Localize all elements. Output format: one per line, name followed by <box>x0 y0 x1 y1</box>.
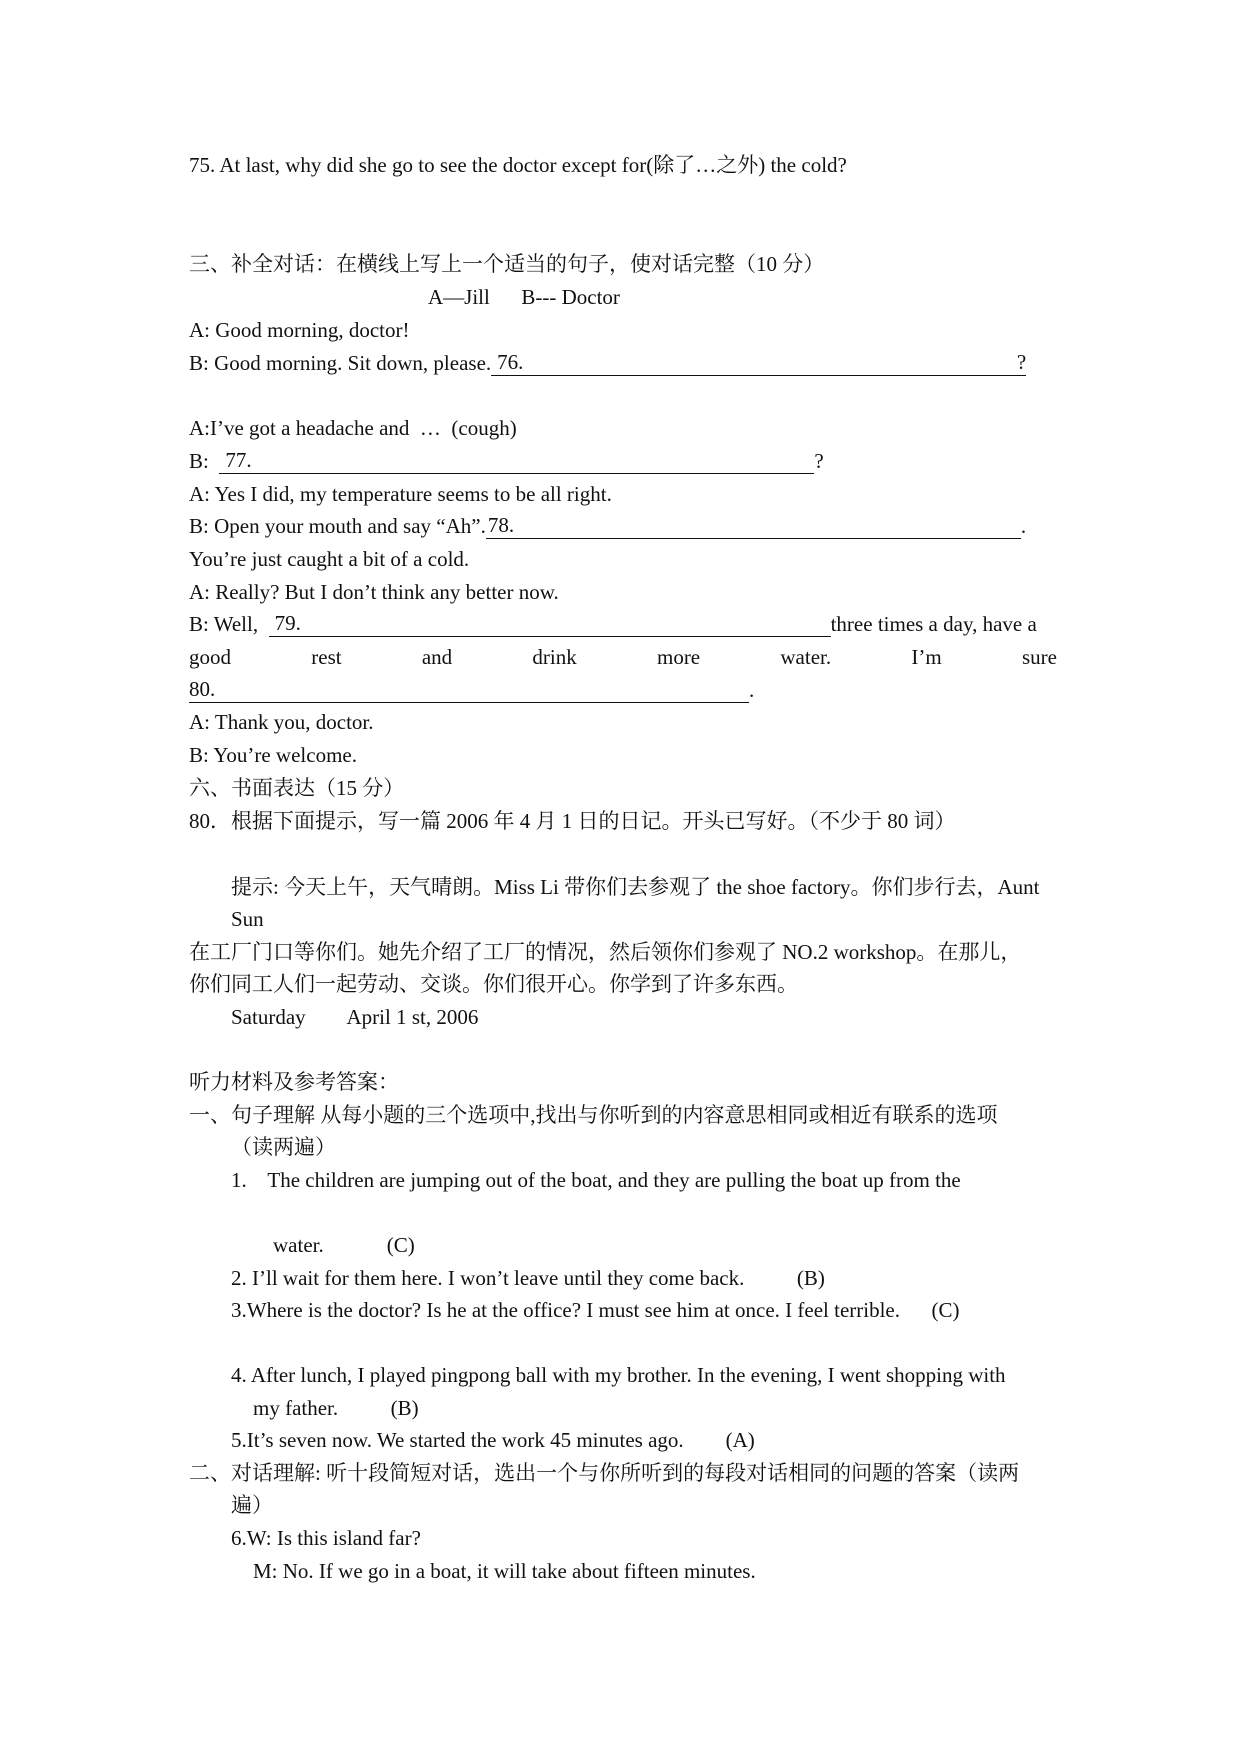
answer-2: 2. I’ll wait for them here. I won’t leave until they come back. (B) <box>231 1266 825 1290</box>
dialogue-line-13: B: You’re welcome. <box>189 743 357 767</box>
answers-section-1-heading: 一、句子理解 从每小题的三个选项中,找出与你听到的内容意思相同或相近有联系的选项 <box>189 1103 998 1127</box>
answer-1-cont: water. (C) <box>273 1233 415 1257</box>
blank-79[interactable] <box>269 612 831 637</box>
blank-77[interactable] <box>219 449 814 474</box>
dialogue-line-11 <box>189 678 754 703</box>
blank-80-end: . <box>749 678 755 702</box>
dialogue-line-6 <box>189 514 1026 539</box>
blank-78[interactable] <box>486 514 1021 539</box>
dialogue-line-12: A: Thank you, doctor. <box>189 710 374 734</box>
word: water. <box>780 645 832 669</box>
dialogue-line-9 <box>189 612 1037 637</box>
answers-section-2-heading: 二、对话理解: 听十段简短对话，选出一个与你所听到的每段对话相同的问题的答案（读两 <box>189 1461 1020 1485</box>
answer-6-m: M: No. If we go in a boat, it will take about fifteen minutes. <box>253 1559 756 1583</box>
blank-76[interactable] <box>491 351 1026 376</box>
answer-5: 5.It’s seven now. We started the work 45 minutes ago. (A) <box>231 1428 755 1452</box>
dialogue-line-5: A: Yes I did, my temperature seems to be all right. <box>189 482 612 506</box>
blank-77-end: ? <box>814 449 824 473</box>
dialogue-roles: A—Jill B--- Doctor <box>428 285 620 309</box>
blank-79-end-text: three times a day, have a <box>830 612 1037 636</box>
dialogue-line-2 <box>189 351 1026 376</box>
dialogue-line-7: You’re just caught a bit of a cold. <box>189 547 470 571</box>
dialogue-line-9-text: B: Well, <box>189 612 259 636</box>
answers-heading: 听力材料及参考答案： <box>189 1070 399 1094</box>
answer-6-w: 6.W: Is this island far? <box>231 1526 421 1550</box>
dialogue-line-1: A: Good morning, doctor! <box>189 318 410 342</box>
blank-76-number: 76. <box>497 350 524 374</box>
word: more <box>656 645 701 669</box>
answer-3: 3.Where is the doctor? Is he at the office? I must see him at once. I feel terrible. (C) <box>231 1298 960 1322</box>
section-3-heading: 三、补全对话：在横线上写上一个适当的句子，使对话完整（10 分） <box>189 252 825 276</box>
blank-76-end: ? <box>1016 350 1027 374</box>
answer-1: 1. The children are jumping out of the boat, and they are pulling the boat up from the <box>231 1168 961 1192</box>
word: good <box>189 645 231 669</box>
dialogue-line-6-text: B: Open your mouth and say “Ah”. <box>189 514 486 538</box>
dialogue-line-2-text: B: Good morning. Sit down, please. <box>189 351 492 375</box>
dialogue-line-4 <box>189 449 824 474</box>
dialogue-line-8: A: Really? But I don’t think any better now. <box>189 580 559 604</box>
answer-4-cont: my father. (B) <box>253 1396 419 1420</box>
diary-date: Saturday April 1 st, 2006 <box>231 1005 479 1029</box>
answer-4: 4. After lunch, I played pingpong ball with my brother. In the evening, I went shopping with <box>231 1363 1006 1387</box>
hint-line-3: 在工厂门口等你们。她先介绍了工厂的情况，然后领你们参观了 NO.2 workshop。在那儿， <box>189 940 1022 964</box>
answers-section-2-heading-cont: 遍） <box>231 1493 273 1517</box>
question-80: 80．根据下面提示，写一篇 2006 年 4 月 1 日的日记。开头已写好。（不少于 80 词） <box>189 809 956 833</box>
blank-80[interactable] <box>189 678 749 703</box>
word: I’m <box>911 645 942 669</box>
dialogue-line-4-text: B: <box>189 449 209 473</box>
blank-80-number: 80. <box>189 677 216 701</box>
blank-79-number: 79. <box>274 611 301 635</box>
word: sure <box>1021 645 1057 669</box>
hint-line-1: 提示: 今天上午，天气晴朗。Miss Li 带你们去参观了 the shoe factory。你们步行去，Aunt <box>231 875 1040 899</box>
dialogue-line-3: A:I’ve got a headache and … (cough) <box>189 416 517 440</box>
answers-section-1-heading-cont: （读两遍） <box>231 1135 336 1159</box>
blank-78-end: . <box>1020 514 1027 538</box>
blank-77-number: 77. <box>225 448 252 472</box>
dialogue-line-10 <box>189 645 1057 670</box>
word: and <box>421 645 453 669</box>
hint-line-2: Sun <box>231 907 264 931</box>
hint-line-4: 你们同工人们一起劳动、交谈。你们很开心。你学到了许多东西。 <box>189 972 798 996</box>
section-6-heading: 六、书面表达（15 分） <box>189 776 405 800</box>
word: drink <box>532 645 577 669</box>
question-75: 75. At last, why did she go to see the doctor except for(除了…之外) the cold? <box>189 153 847 177</box>
blank-78-number: 78. <box>487 513 515 537</box>
word: rest <box>311 645 342 669</box>
